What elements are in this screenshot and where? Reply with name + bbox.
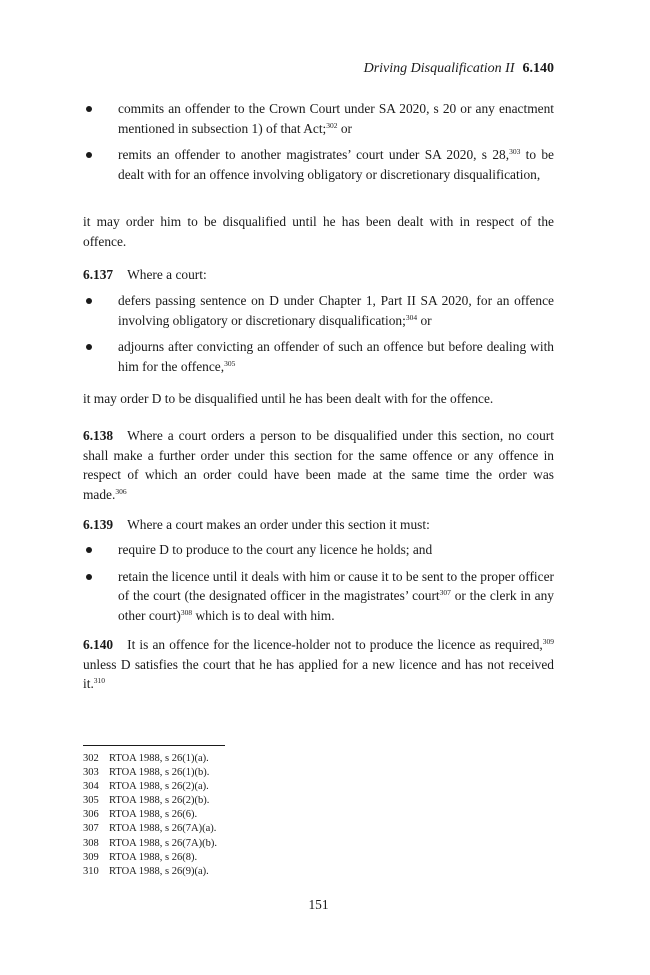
paragraph-6-137-bullet-list [83,291,554,376]
bullet-icon [86,106,92,112]
footnote-ref: 305 [224,358,236,368]
footnote-text: RTOA 1988, s 26(1)(a). [109,753,209,764]
footnote-ref: 303 [509,147,521,156]
footnote-separator [83,745,225,746]
list-item: adjourns after convicting an offender of such an offence but before dealing with him for the offence,$^{305}$ [83,337,554,376]
footnote [83,822,554,836]
footnote [83,808,554,822]
footnote-text: RTOA 1988, s 26(2)(b). [109,795,210,807]
paragraph-6-138: 6.138 Where a court orders a person to be disqualified under this section, no court shall make a further order under this section for the same offence or any offence in respect of which an order could have been made at the same time the order was made.$^{306}$ [83,428,554,502]
footnote-ref: 306 [115,486,127,496]
footnote-text: RTOA 1988, s 26(8). [109,851,198,863]
footnote-number: 303 [83,767,99,779]
footnote-ref: 310 [93,676,106,685]
bullet-icon [86,547,92,553]
footnote [83,766,554,780]
footnote [83,780,554,794]
footnote-text: RTOA 1988, s 26(7A)(a). [109,823,217,835]
bullet-icon [86,152,92,158]
paragraph-number: 6.137 [83,267,114,282]
paragraph-6-137-close: it may order D to be disqualified until he has been dealt with for the offence. [83,391,494,406]
footnote-ref: 308 [180,607,193,617]
footnote [83,851,554,865]
paragraph-number: 6.140 [83,637,114,652]
footnote-text: RTOA 1988, s 26(9)(a). [109,865,209,877]
footnote-number: 310 [83,865,99,877]
list-item: retain the licence until it deals with him or cause it to be sent to the proper officer of the court (the designated officer in the magistrates’ court$^{307}$ or the clerk in any other court)$^{308}$ which is to deal with him. [83,567,554,626]
running-head [364,60,554,78]
running-head-section: 6.140 [522,61,554,76]
footnote-list [83,752,554,879]
paragraph-6-140: 6.140 It is an offence for the licence-holder not to produce the licence as required,$^{309}$ unless D satisfies the court that he has applied for a new licence and has not received it.$^{310}$ [83,637,554,691]
bullet-icon [86,344,92,350]
footnote-number: 308 [83,837,99,849]
intro-closing-paragraph: it may order him to be disqualified until he has been dealt with in respect of the offence. [83,214,554,249]
running-head-title: Driving Disqualification II [363,61,515,76]
list-item: require D to produce to the court any licence he holds; and [83,540,554,560]
footnote-ref: 304 [405,312,418,322]
footnote-number: 307 [83,823,99,835]
list-item: commits an offender to the Crown Court under SA 2020, s 20 or any enactment mentioned in subsection 1) of that Act;$^{302}$ or [83,99,554,138]
paragraph-number: 6.139 [83,517,114,532]
footnote [83,837,554,851]
footnote-number: 302 [83,753,99,764]
footnote-number: 304 [83,781,99,793]
footnote-ref: 302 [326,120,338,130]
footnote-text: RTOA 1988, s 26(2)(a). [109,781,209,793]
footnote-text: RTOA 1988, s 26(1)(b). [109,767,210,779]
bullet-icon [86,574,92,580]
page-number: 151 [308,897,329,912]
paragraph-6-139-bullet-list [83,540,554,625]
footnote-number: 305 [83,795,99,807]
paragraph-6-137-lead: 6.137 Where a court: [83,267,207,282]
intro-bullet-list [83,99,554,184]
footnote [83,794,554,808]
paragraph-number: 6.138 [83,428,114,443]
footnote-ref: 309 [542,637,554,646]
footnote-ref: 307 [439,588,451,597]
footnote [83,865,554,879]
footnote-text: RTOA 1988, s 26(7A)(b). [109,837,217,849]
footnote-number: 306 [83,809,99,821]
footnote-text: RTOA 1988, s 26(6). [109,809,198,821]
footnote-number: 309 [83,851,99,863]
footnote [83,752,554,766]
list-item: defers passing sentence on D under Chapter 1, Part II SA 2020, for an offence involving obligatory or discretionary disqualification;$^{304}$ or [83,291,554,330]
paragraph-6-139-lead: 6.139 Where a court makes an order under this section it must: [83,517,430,532]
list-item: remits an offender to another magistrates’ court under SA 2020, s 28,$^{303}$ to be dealt with for an offence involving obligatory or discretionary disqualification, [83,145,554,184]
bullet-icon [86,298,92,304]
